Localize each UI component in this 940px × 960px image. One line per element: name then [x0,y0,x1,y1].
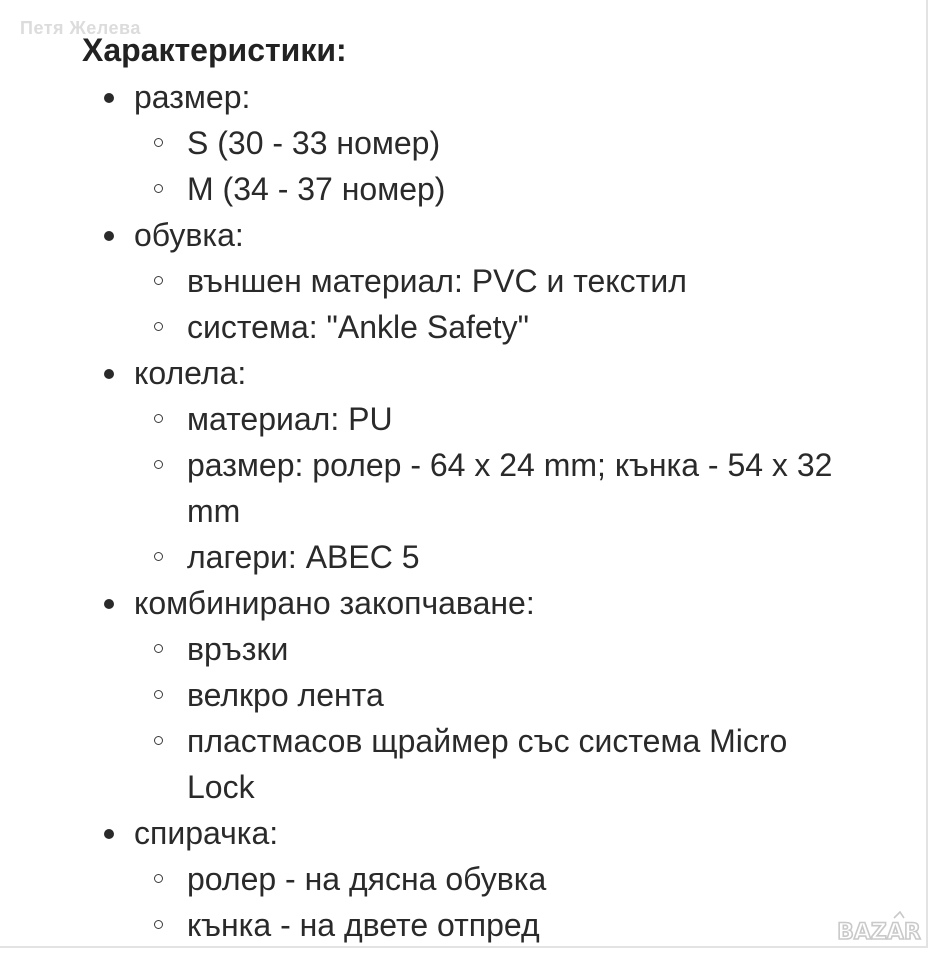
hollow-bullet-icon [154,184,163,193]
sublist-item [0,902,926,948]
logo-accent-mark [894,912,904,918]
hollow-bullet-icon [154,322,163,331]
bullet-icon [104,93,114,103]
sublist-item [0,856,926,902]
sublist [0,396,926,580]
bullet-icon [104,231,114,241]
sublist [0,856,926,948]
sublist-item [0,120,926,166]
hollow-bullet-icon [154,736,163,745]
sublist-item-label: кънка - на двете отпред [187,907,540,943]
sublist-item [0,672,926,718]
sublist-item [0,258,926,304]
sublist-item [0,304,926,350]
sublist-item [0,396,926,442]
sublist [0,120,926,212]
list-item-fastening [0,580,926,810]
hollow-bullet-icon [154,920,163,929]
list-item-wheels [0,350,926,580]
list-item-shoe [0,212,926,350]
list-item-brake [0,810,926,948]
bullet-icon [104,369,114,379]
hollow-bullet-icon [154,276,163,285]
bazar-logo [830,910,928,950]
sublist-item-label: система: "Ankle Safety" [187,309,529,345]
hollow-bullet-icon [154,690,163,699]
characteristics-list [0,74,926,948]
list-item-label: обувка: [134,217,244,253]
sublist-item-label: велкро лента [187,677,384,713]
sublist-item-label: M (34 - 37 номер) [187,171,446,207]
sublist-item [0,442,926,534]
hollow-bullet-icon [154,138,163,147]
hollow-bullet-icon [154,644,163,653]
hollow-bullet-icon [154,414,163,423]
list-item-size [0,74,926,212]
sublist-item [0,626,926,672]
hollow-bullet-icon [154,874,163,883]
section-heading: Характеристики: [82,32,347,68]
sublist-item-label: връзки [187,631,289,667]
sublist-item-label: S (30 - 33 номер) [187,125,441,161]
bazar-logo-text: BAZAR [837,920,921,945]
sublist-item [0,718,926,810]
list-item-label: размер: [134,79,251,115]
sublist [0,258,926,350]
list-item-label: спирачка: [134,815,279,851]
sublist-item [0,534,926,580]
sublist-item [0,166,926,212]
bullet-icon [104,829,114,839]
list-item-label: комбинирано закопчаване: [134,585,535,621]
author-watermark: Петя Желева [20,18,141,38]
hollow-bullet-icon [154,552,163,561]
hollow-bullet-icon [154,460,163,469]
bullet-icon [104,599,114,609]
sublist-item-label: пластмасов щраймер със система Micro Lock [187,723,788,805]
sublist-item-label: размер: ролер - 64 x 24 mm; кънка - 54 x 32 mm [187,447,833,529]
sublist-item-label: ролер - на дясна обувка [187,861,547,897]
sublist [0,626,926,810]
list-item-label: колела: [134,355,247,391]
sublist-item-label: външен материал: PVC и текстил [187,263,687,299]
sublist-item-label: материал: PU [187,401,393,437]
sublist-item-label: лагери: ABEC 5 [187,539,420,575]
